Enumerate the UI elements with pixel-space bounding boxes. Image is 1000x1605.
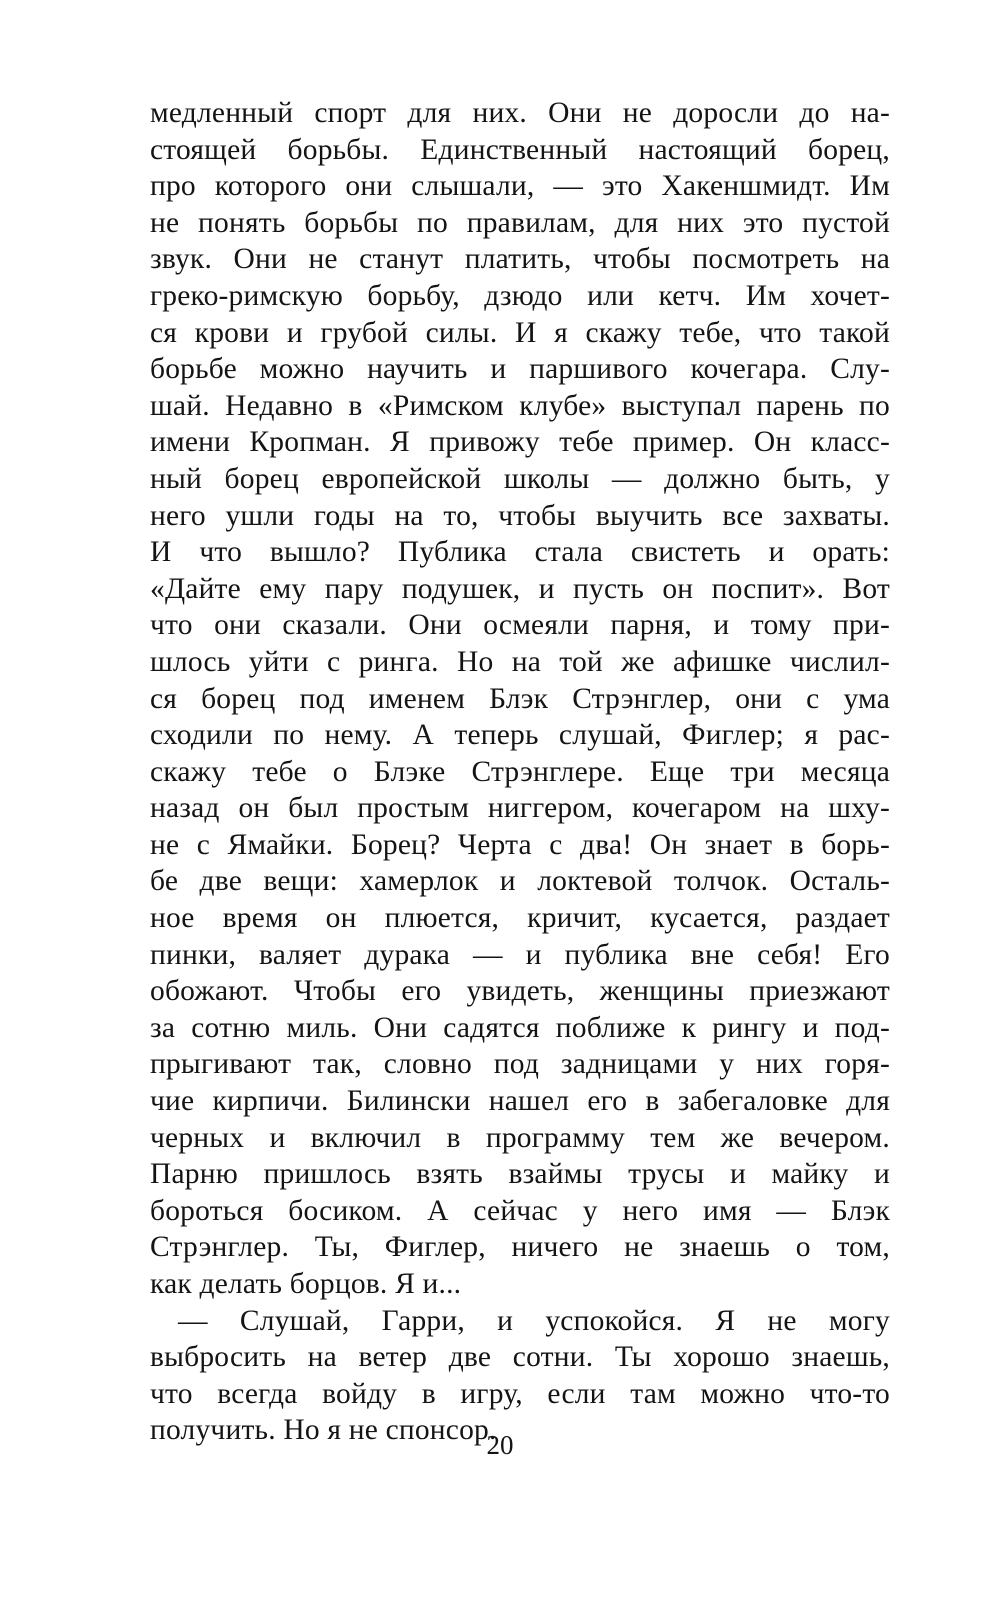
text-line: ное время он плюется, кричит, кусается, раздает bbox=[150, 902, 890, 935]
text-line: ся крови и грубой силы. И я скажу тебе, что такой bbox=[150, 316, 890, 349]
text-line: что они сказали. Они осмеяли парня, и тому при- bbox=[150, 609, 890, 642]
page-number: 20 bbox=[486, 1430, 514, 1460]
text-line: Парню пришлось взять взаймы трусы и майку и bbox=[150, 1158, 890, 1191]
text-line: не с Ямайки. Борец? Черта с два! Он знает в борь- bbox=[150, 828, 890, 861]
text-line: бороться босиком. А сейчас у него имя — Блэк bbox=[150, 1194, 890, 1227]
text-line: черных и включил в программу тем же вечером. bbox=[150, 1121, 890, 1154]
text-line: назад он был простым ниггером, кочегаром на шху- bbox=[150, 792, 890, 825]
text-line: шай. Недавно в «Римском клубе» выступал парень по bbox=[150, 389, 890, 422]
body-text bbox=[150, 95, 890, 1449]
text-line: борьбе можно научить и паршивого кочегара. Слу- bbox=[150, 353, 890, 386]
text-line: — Слушай, Гарри, и успокойся. Я не могу bbox=[178, 1304, 890, 1337]
text-line: чие кирпичи. Билински нашел его в забегаловке для bbox=[150, 1085, 890, 1118]
text-line: пинки, валяет дурака — и публика вне себя! Его bbox=[150, 938, 890, 971]
text-line: про которого они слышали, — это Хакеншмидт. Им bbox=[150, 170, 890, 203]
text-line: сходили по нему. А теперь слушай, Фиглер; я рас- bbox=[150, 719, 890, 752]
text-line: Стрэнглер. Ты, Фиглер, ничего не знаешь о том, bbox=[150, 1231, 890, 1264]
text-line: бе две вещи: хамерлок и локтевой толчок. Осталь- bbox=[150, 865, 890, 898]
paragraph bbox=[150, 95, 890, 1303]
text-line: прыгивают так, словно под задницами у них горя- bbox=[150, 1048, 890, 1081]
text-line: греко-римскую борьбу, дзюдо или кетч. Им хочет- bbox=[150, 279, 890, 312]
text-line: скажу тебе о Блэке Стрэнглере. Еще три месяца bbox=[150, 755, 890, 788]
text-line: стоящей борьбы. Единственный настоящий борец, bbox=[150, 133, 890, 166]
text-line: звук. Они не станут платить, чтобы посмотреть на bbox=[150, 243, 890, 276]
text-line: за сотню миль. Они садятся поближе к рингу и под- bbox=[150, 1011, 890, 1044]
text-line: выбросить на ветер две сотни. Ты хорошо знаешь, bbox=[150, 1341, 890, 1374]
text-line: как делать борцов. Я и... bbox=[150, 1268, 462, 1300]
text-line: не понять борьбы по правилам, для них это пустой bbox=[150, 206, 890, 239]
text-line: ный борец европейской школы — должно быть, у bbox=[150, 462, 890, 495]
text-line: обожают. Чтобы его увидеть, женщины приезжают bbox=[150, 975, 890, 1008]
text-line: имени Кропман. Я привожу тебе пример. Он класс- bbox=[150, 426, 890, 459]
text-line: шлось уйти с ринга. Но на той же афишке числил- bbox=[150, 645, 890, 678]
text-line: него ушли годы на то, чтобы выучить все захваты. bbox=[150, 499, 890, 532]
text-line: получить. Но я не спонсор. bbox=[150, 1414, 497, 1447]
text-line: ся борец под именем Блэк Стрэнглер, они с ума bbox=[150, 682, 890, 715]
text-line: И что вышло? Публика стала свистеть и орать: bbox=[150, 536, 890, 569]
text-line: медленный спорт для них. Они не доросли до на- bbox=[150, 97, 890, 129]
paragraph bbox=[150, 1303, 890, 1449]
text-line: «Дайте ему пару подушек, и пусть он поспит». Вот bbox=[150, 572, 890, 605]
text-line: что всегда войду в игру, если там можно что-то bbox=[150, 1377, 890, 1410]
